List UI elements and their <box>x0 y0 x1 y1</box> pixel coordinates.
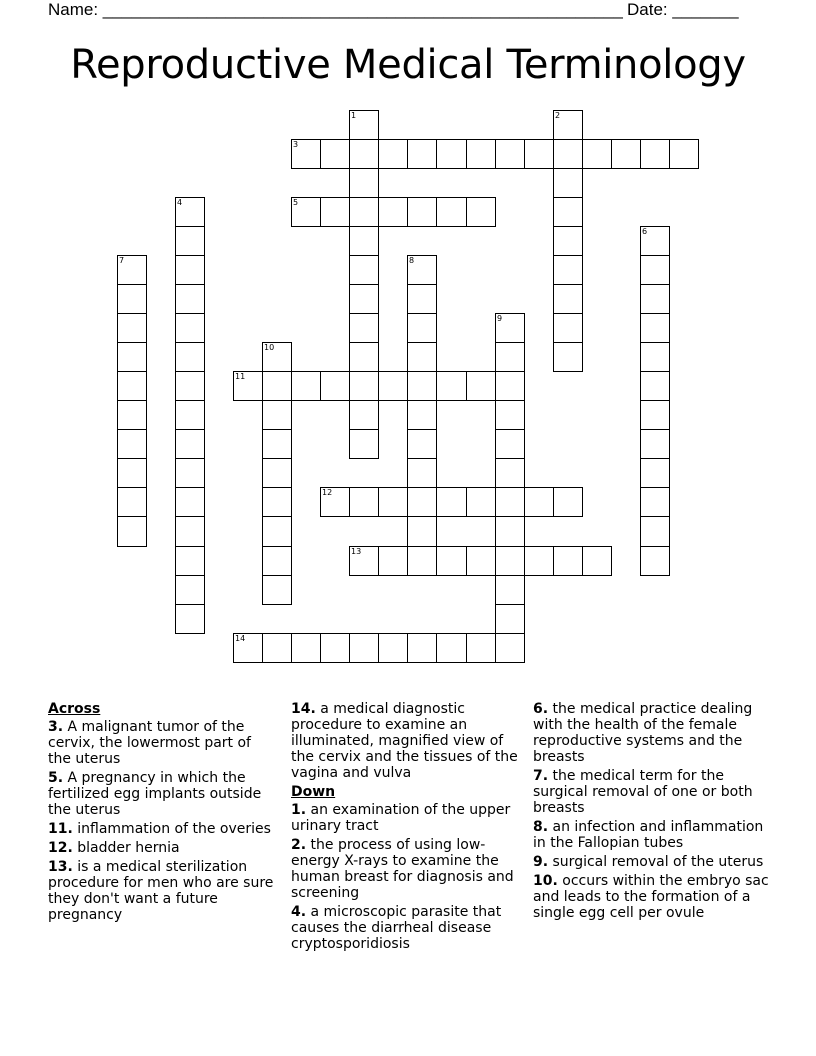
grid-cell[interactable] <box>495 342 525 372</box>
grid-cell[interactable] <box>436 139 467 169</box>
grid-cell[interactable] <box>320 633 350 663</box>
grid-cell[interactable] <box>407 255 437 285</box>
clue-number: 3 <box>293 140 299 149</box>
clue-down-10: 10. occurs within the embryo sac and leads to the formation of a single egg cell per ovule <box>533 873 769 921</box>
grid-cell[interactable] <box>320 371 350 401</box>
grid-cell[interactable] <box>640 313 670 343</box>
grid-cell[interactable] <box>349 342 379 372</box>
grid-cell[interactable] <box>175 313 205 343</box>
grid-cell[interactable] <box>553 226 583 256</box>
grid-cell[interactable] <box>553 342 583 372</box>
grid-cell[interactable] <box>175 487 205 517</box>
grid-cell[interactable] <box>466 139 496 169</box>
grid-cell[interactable] <box>495 429 525 459</box>
grid-cell[interactable] <box>349 197 379 227</box>
grid-cell[interactable] <box>582 546 612 576</box>
grid-cell[interactable] <box>262 371 292 401</box>
clue-down-9: 9. surgical removal of the uterus <box>533 854 764 870</box>
grid-cell[interactable] <box>640 487 670 517</box>
grid-cell[interactable] <box>640 458 670 488</box>
grid-cell[interactable] <box>495 400 525 430</box>
grid-cell[interactable] <box>524 487 554 517</box>
grid-cell[interactable] <box>378 139 408 169</box>
clue-number: 13 <box>351 547 362 556</box>
clue-down-6: 6. the medical practice dealing with the health of the female reproductive systems and the breasts <box>533 701 753 765</box>
grid-cell[interactable] <box>262 633 292 663</box>
grid-cell[interactable] <box>640 255 670 285</box>
grid-cell[interactable] <box>407 516 437 547</box>
grid-cell[interactable] <box>378 546 408 576</box>
grid-cell[interactable] <box>320 487 350 517</box>
grid-cell[interactable] <box>262 342 292 372</box>
grid-cell[interactable] <box>407 429 437 459</box>
clue-number: 2 <box>555 111 561 120</box>
grid-cell[interactable] <box>117 255 147 285</box>
grid-cell[interactable] <box>262 546 292 576</box>
grid-cell[interactable] <box>495 604 525 634</box>
grid-cell[interactable] <box>495 139 525 169</box>
grid-cell[interactable] <box>117 458 147 488</box>
grid-cell[interactable] <box>640 400 670 430</box>
grid-cell[interactable] <box>262 429 292 459</box>
grid-cell[interactable] <box>524 139 554 169</box>
grid-cell[interactable] <box>582 139 612 169</box>
grid-cell[interactable] <box>611 139 641 169</box>
grid-cell[interactable] <box>466 197 496 227</box>
grid-cell[interactable] <box>495 487 525 517</box>
grid-cell[interactable] <box>262 400 292 430</box>
clue-across-14: 14. a medical diagnostic procedure to examine an illuminated, magnified view of the cervix and the tissues of the vagina and vulva <box>291 701 518 781</box>
grid-cell[interactable] <box>117 516 147 547</box>
grid-cell[interactable] <box>553 197 583 227</box>
grid-cell[interactable] <box>349 400 379 430</box>
clue-down-1: 1. an examination of the upper urinary tract <box>291 802 511 834</box>
grid-cell[interactable] <box>640 342 670 372</box>
grid-cell[interactable] <box>407 197 437 227</box>
grid-cell[interactable] <box>553 546 583 576</box>
grid-cell[interactable] <box>640 546 670 576</box>
grid-cell[interactable] <box>175 197 205 227</box>
clue-number: 12 <box>322 488 333 497</box>
grid-cell[interactable] <box>175 458 205 488</box>
grid-cell[interactable] <box>117 284 147 314</box>
grid-cell[interactable] <box>436 371 467 401</box>
grid-cell[interactable] <box>553 487 583 517</box>
grid-cell[interactable] <box>640 371 670 401</box>
grid-cell[interactable] <box>233 633 263 663</box>
grid-cell[interactable] <box>495 516 525 547</box>
grid-cell[interactable] <box>495 371 525 401</box>
clue-across-5: 5. A pregnancy in which the fertilized egg implants outside the uterus <box>48 770 262 818</box>
grid-cell[interactable] <box>349 371 379 401</box>
grid-cell[interactable] <box>436 487 467 517</box>
grid-cell[interactable] <box>320 197 350 227</box>
grid-cell[interactable] <box>175 226 205 256</box>
clue-across-3: 3. A malignant tumor of the cervix, the lowermost part of the uterus <box>48 719 251 767</box>
clue-down-8: 8. an infection and inflammation in the Fallopian tubes <box>533 819 764 851</box>
grid-cell[interactable] <box>495 546 525 576</box>
grid-cell[interactable] <box>175 429 205 459</box>
grid-cell[interactable] <box>262 575 292 605</box>
grid-cell[interactable] <box>553 255 583 285</box>
grid-cell[interactable] <box>175 400 205 430</box>
grid-cell[interactable] <box>175 371 205 401</box>
clue-column-3 <box>533 701 769 924</box>
clue-across-12: 12. bladder hernia <box>48 840 180 856</box>
grid-cell[interactable] <box>117 342 147 372</box>
grid-cell[interactable] <box>349 168 379 198</box>
grid-cell[interactable] <box>378 487 408 517</box>
grid-cell[interactable] <box>495 458 525 488</box>
grid-cell[interactable] <box>495 633 525 663</box>
grid-cell[interactable] <box>553 110 583 140</box>
grid-cell[interactable] <box>175 342 205 372</box>
grid-cell[interactable] <box>262 458 292 488</box>
grid-cell[interactable] <box>117 313 147 343</box>
grid-cell[interactable] <box>553 168 583 198</box>
clue-number: 5 <box>293 198 299 207</box>
page-title: Reproductive Medical Terminology <box>70 42 746 88</box>
grid-cell[interactable] <box>669 139 699 169</box>
grid-cell[interactable] <box>407 342 437 372</box>
grid-cell[interactable] <box>407 284 437 314</box>
grid-cell[interactable] <box>349 546 379 576</box>
grid-cell[interactable] <box>553 313 583 343</box>
across-heading: Across <box>48 701 101 717</box>
grid-cell[interactable] <box>407 458 437 488</box>
grid-cell[interactable] <box>524 546 554 576</box>
clue-number: 7 <box>119 256 125 265</box>
grid-cell[interactable] <box>291 633 321 663</box>
clue-down-2: 2. the process of using low-energy X-rays to examine the human breast for diagnosis and screening <box>291 837 514 901</box>
grid-cell[interactable] <box>495 313 525 343</box>
grid-cell[interactable] <box>436 633 467 663</box>
name-field[interactable]: Name: _______________________________________________________ <box>48 0 623 19</box>
clue-number: 11 <box>235 372 246 381</box>
grid-cell[interactable] <box>553 139 583 169</box>
grid-cell[interactable] <box>495 575 525 605</box>
grid-cell[interactable] <box>407 633 437 663</box>
grid-cell[interactable] <box>262 487 292 517</box>
grid-cell[interactable] <box>407 371 437 401</box>
grid-cell[interactable] <box>407 400 437 430</box>
date-field[interactable]: Date: _______ <box>627 0 739 19</box>
clue-column-2 <box>291 701 521 955</box>
grid-cell[interactable] <box>378 633 408 663</box>
grid-cell[interactable] <box>349 284 379 314</box>
grid-cell[interactable] <box>117 487 147 517</box>
clue-column-1 <box>48 701 276 926</box>
grid-cell[interactable] <box>553 284 583 314</box>
grid-cell[interactable] <box>466 633 496 663</box>
grid-cell[interactable] <box>378 371 408 401</box>
grid-cell[interactable] <box>349 429 379 459</box>
grid-cell[interactable] <box>175 546 205 576</box>
clue-number: 4 <box>177 198 183 207</box>
grid-cell[interactable] <box>175 516 205 547</box>
clue-across-13: 13. is a medical sterilization procedure for men who are sure they don't want a future pregnancy <box>48 859 274 923</box>
grid-cell[interactable] <box>466 546 496 576</box>
clue-across-11: 11. inflammation of the overies <box>48 821 271 837</box>
clue-down-7: 7. the medical term for the surgical removal of one or both breasts <box>533 768 753 816</box>
grid-cell[interactable] <box>378 197 408 227</box>
clue-down-4: 4. a microscopic parasite that causes the diarrheal disease cryptosporidiosis <box>291 904 502 952</box>
grid-cell[interactable] <box>291 371 321 401</box>
grid-cell[interactable] <box>640 429 670 459</box>
grid-cell[interactable] <box>407 546 437 576</box>
grid-cell[interactable] <box>117 429 147 459</box>
grid-cell[interactable] <box>349 226 379 256</box>
grid-cell[interactable] <box>349 487 379 517</box>
grid-cell[interactable] <box>407 487 437 517</box>
grid-cell[interactable] <box>291 197 321 227</box>
grid-cell[interactable] <box>349 313 379 343</box>
grid-cell[interactable] <box>407 139 437 169</box>
grid-cell[interactable] <box>407 313 437 343</box>
grid-cell[interactable] <box>640 516 670 547</box>
grid-cell[interactable] <box>640 139 670 169</box>
clue-number: 1 <box>351 111 357 120</box>
down-heading: Down <box>291 784 336 800</box>
grid-cell[interactable] <box>349 255 379 285</box>
grid-cell[interactable] <box>262 516 292 547</box>
clue-number: 14 <box>235 634 246 643</box>
grid-cell[interactable] <box>349 139 379 169</box>
grid-cell[interactable] <box>175 284 205 314</box>
grid-cell[interactable] <box>436 546 467 576</box>
grid-cell[interactable] <box>466 371 496 401</box>
clue-number: 9 <box>497 314 503 323</box>
clue-number: 6 <box>642 227 648 236</box>
grid-cell[interactable] <box>436 197 467 227</box>
grid-cell[interactable] <box>349 633 379 663</box>
grid-cell[interactable] <box>117 400 147 430</box>
grid-cell[interactable] <box>466 487 496 517</box>
grid-cell[interactable] <box>233 371 263 401</box>
grid-cell[interactable] <box>175 255 205 285</box>
grid-cell[interactable] <box>117 371 147 401</box>
grid-cell[interactable] <box>640 226 670 256</box>
grid-cell[interactable] <box>291 139 321 169</box>
grid-cell[interactable] <box>640 284 670 314</box>
grid-cell[interactable] <box>175 575 205 605</box>
grid-cell[interactable] <box>349 110 379 140</box>
clue-number: 10 <box>264 343 275 352</box>
grid-cell[interactable] <box>320 139 350 169</box>
clue-number: 8 <box>409 256 415 265</box>
grid-cell[interactable] <box>175 604 205 634</box>
